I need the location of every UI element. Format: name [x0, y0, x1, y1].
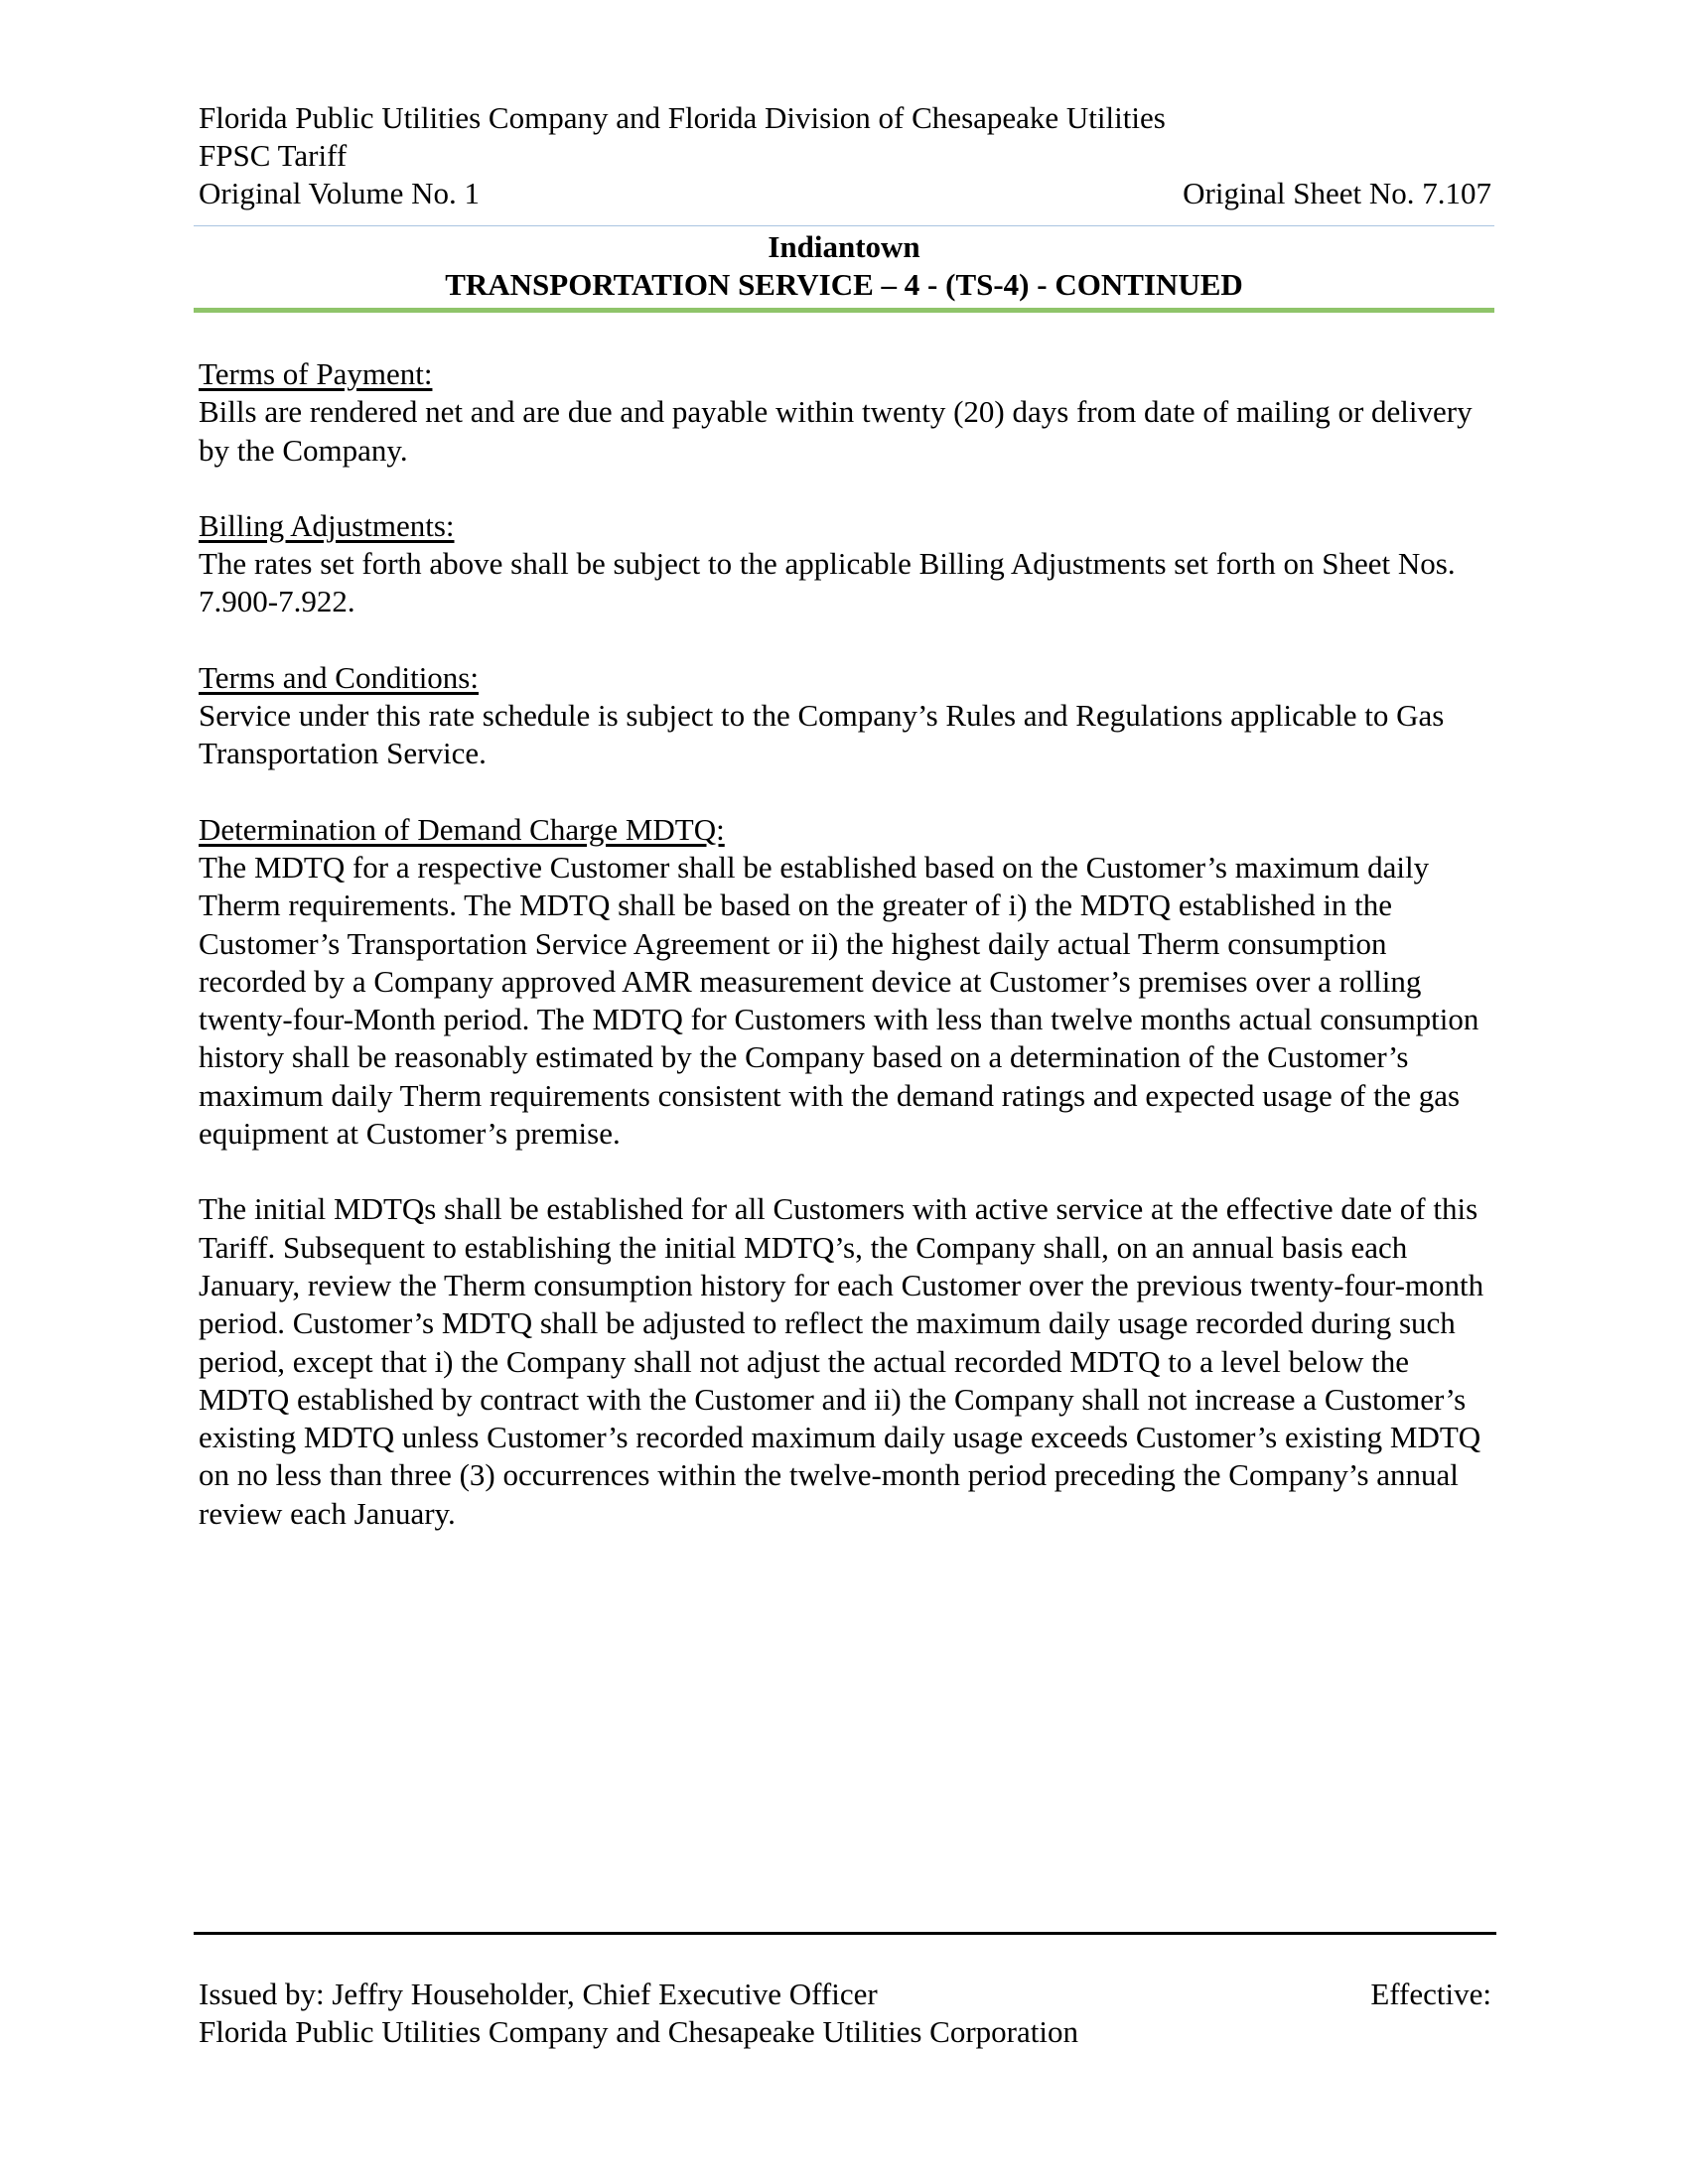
footer-issued-row	[199, 1976, 1491, 2013]
sheet-header	[199, 99, 1491, 212]
section-paragraph: The initial MDTQs shall be established for all Customers with active service at the effective date of this Tariff. Subsequent to establishing the initial MDTQ’s, the Company shall, on an annual basis each January, review the Therm consumption history for each Customer over the previous twenty-four-month period. Customer’s MDTQ shall be adjusted to reflect the maximum daily usage recorded during such period, except that i) the Company shall not adjust the actual recorded MDTQ to a level below the MDTQ established by contract with the Customer and ii) the Company shall not increase a Customer’s existing MDTQ unless Customer’s recorded maximum daily usage exceeds Customer’s existing MDTQ on no less than three (3) occurrences within the twelve-month period preceding the Company’s annual review each January.	[199, 1191, 1484, 1531]
section-heading: Billing Adjustments:	[199, 507, 455, 543]
section-heading: Terms of Payment:	[199, 356, 433, 391]
header-company-line: Florida Public Utilities Company and Florida Division of Chesapeake Utilities	[199, 100, 1166, 135]
section-demand-charge-mdtq	[199, 811, 1499, 1533]
section-terms-and-conditions	[199, 659, 1499, 773]
header-divider	[194, 225, 1494, 226]
section-paragraph: The MDTQ for a respective Customer shall be established based on the Customer’s maximum daily Therm requirements. The MDTQ shall be based on the greater of i) the MDTQ established in the Customer’s Transportation Service Agreement or ii) the highest daily actual Therm consumption recorded by a Company approved AMR measurement device at Customer’s premises over a rolling twenty-four-Month period. The MDTQ for Customers with less than twelve months actual consumption history shall be reasonably estimated by the Company based on a determination of the Customer’s maximum daily Therm requirements consistent with the demand ratings and expected usage of the gas equipment at Customer’s premise.	[199, 849, 1479, 1152]
title-location: Indiantown	[768, 229, 920, 264]
section-heading: Determination of Demand Charge MDTQ:	[199, 811, 725, 847]
sheet-footer	[199, 1976, 1491, 2051]
section-billing-adjustments	[199, 507, 1499, 621]
footer-effective: Effective:	[1370, 1977, 1491, 2011]
header-volume-row	[199, 175, 1491, 212]
section-terms-of-payment	[199, 355, 1499, 470]
header-volume: Original Volume No. 1	[199, 176, 481, 210]
section-paragraph: The rates set forth above shall be subject to the applicable Billing Adjustments set forth on Sheet Nos. 7.900-7.922.	[199, 546, 1456, 619]
title-divider	[194, 308, 1494, 313]
header-sheet-number: Original Sheet No. 7.107	[1183, 176, 1491, 210]
paragraph-spacer	[199, 1153, 1499, 1190]
section-paragraph: Bills are rendered net and are due and payable within twenty (20) days from date of mailing or delivery by the Company.	[199, 394, 1473, 468]
sheet-title	[194, 228, 1494, 304]
section-paragraph: Service under this rate schedule is subject to the Company’s Rules and Regulations applicable to Gas Transportation Service.	[199, 698, 1445, 771]
header-tariff-line: FPSC Tariff	[199, 138, 348, 173]
title-service: TRANSPORTATION SERVICE – 4 - (TS-4) - CONTINUED	[445, 267, 1243, 302]
footer-issued-by: Issued by: Jeffry Householder, Chief Executive Officer	[199, 1977, 878, 2011]
footer-companies: Florida Public Utilities Company and Chesapeake Utilities Corporation	[199, 2014, 1078, 2049]
section-heading: Terms and Conditions:	[199, 659, 479, 695]
sheet-body	[199, 355, 1499, 1570]
footer-divider	[194, 1932, 1496, 1935]
